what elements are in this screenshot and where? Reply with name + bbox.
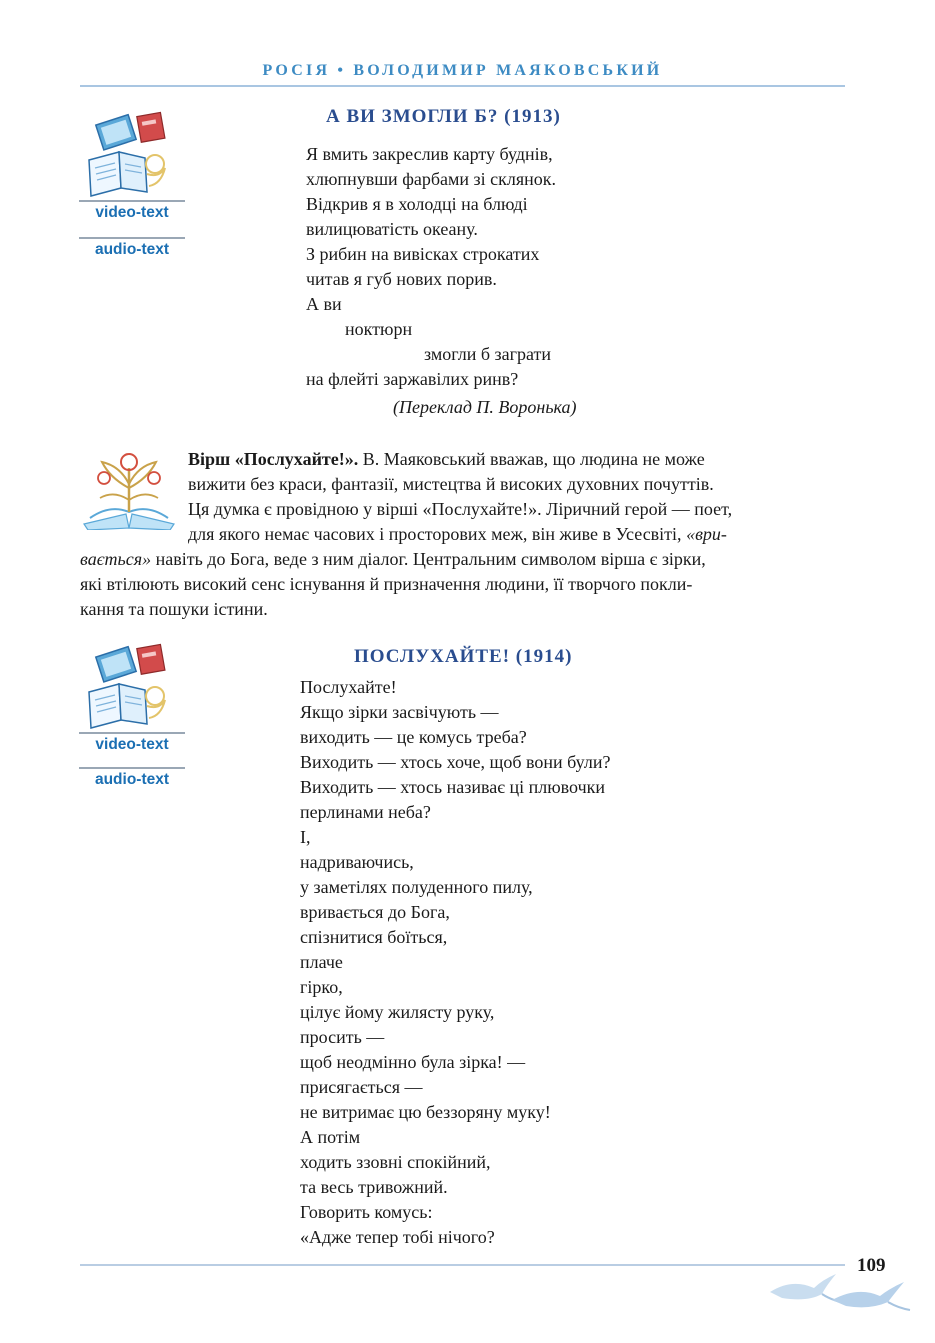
commentary-line: вижити без краси, фантазії, мистецтва й високих духовних почуттів. [188,474,714,494]
poem-line: змогли б заграти [424,344,551,364]
commentary-line: Ця думка є провідною у вірші «Послухайте!». Ліричний герой — поет, [188,499,733,519]
commentary-text: В. Маяковський вважав, що людина не може [358,449,705,469]
video-text-link[interactable]: video-text [79,732,185,757]
poem-line: читав я губ нових порив. [306,269,497,289]
book-ornament-icon [80,448,178,530]
poem-line: щоб неодмінно була зірка! — [300,1052,526,1072]
commentary-body [80,547,845,622]
media-block-poem1 [79,108,185,262]
poem-line: Виходить — хтось називає ці плювочки [300,777,606,797]
commentary-line: кання та пошуки істини. [80,599,268,619]
poem-line: просить — [300,1027,385,1047]
commentary-line [188,447,845,472]
poem-line: надриваючись, [300,852,414,872]
commentary-line: які втілюють високий сенс існування й призначення людини, її творчого покли- [80,574,693,594]
poem-line: вилицюватість океану. [306,219,478,239]
poem-line: на флейті заржавілих ринв? [306,369,519,389]
poem-line: хлюпнувши фарбами зі склянок. [306,169,556,189]
audio-text-link[interactable]: audio-text [79,767,185,792]
poem-line: перлинами неба? [300,802,431,822]
commentary-lead: Вірш «Послухайте!». [188,449,359,469]
poem-line: ходить ззовні спокійний, [300,1152,491,1172]
poem-line: Виходить — хтось хоче, щоб вони були? [300,752,611,772]
audio-text-link[interactable]: audio-text [79,237,185,262]
poem-line: цілує йому жилясту руку, [300,1002,495,1022]
poem-line: присягається — [300,1077,423,1097]
commentary-line [188,522,845,547]
header-divider [80,85,845,87]
media-block-poem2 [79,640,185,792]
poem-line: ноктюрн [345,319,413,339]
poem2-body [300,675,610,1250]
commentary-line [80,547,845,572]
poem1-title: А ВИ ЗМОГЛИ Б? (1913) [326,106,561,127]
poem1-body [306,142,556,392]
commentary-line-4 [188,522,845,547]
poem-line: не витримає цю беззоряну муку! [300,1102,551,1122]
commentary-text: для якого немає часових і просторових меж, він живе в Усесвіті, [188,524,687,544]
commentary-intro [188,447,845,522]
books-icon [81,108,171,200]
poem-line: А ви [306,294,342,314]
footer-divider [80,1264,845,1266]
poem-line: «Адже тепер тобі нічого? [300,1227,495,1247]
commentary-italic: вається» [80,549,152,569]
page-number: 109 [857,1255,886,1276]
poem-line: плаче [300,952,343,972]
poem-line: Відкрив я в холодці на блюді [306,194,528,214]
cranes-icon [762,1272,912,1312]
poem-line: А потім [300,1127,361,1147]
poem2-title: ПОСЛУХАЙТЕ! (1914) [354,646,573,667]
poem-line: Говорить комусь: [300,1202,433,1222]
translator-credit: (Переклад П. Воронька) [393,397,577,417]
poem-line: вривається до Бога, [300,902,450,922]
poem-line: Я вмить закреслив карту буднів, [306,144,553,164]
poem-line: Якщо зірки засвічують — [300,702,499,722]
commentary-italic: «ври- [686,524,727,544]
poem-line: у заметілях полуденного пилу, [300,877,533,897]
poem-line: спізнитися боїться, [300,927,448,947]
running-header: РОСІЯ • ВОЛОДИМИР МАЯКОВСЬКИЙ [262,62,663,79]
commentary-text: навіть до Бога, веде з ним діалог. Центральним символом вірша є зірки, [151,549,706,569]
poem-line: Послухайте! [300,677,397,697]
poem-line: З рибин на вивісках строкатих [306,244,540,264]
poem-line: гірко, [300,977,343,997]
poem-line: та весь тривожний. [300,1177,448,1197]
books-icon [81,640,171,732]
poem-line: виходить — це комусь треба? [300,727,527,747]
video-text-link[interactable]: video-text [79,200,185,225]
poem-line: І, [300,827,311,847]
